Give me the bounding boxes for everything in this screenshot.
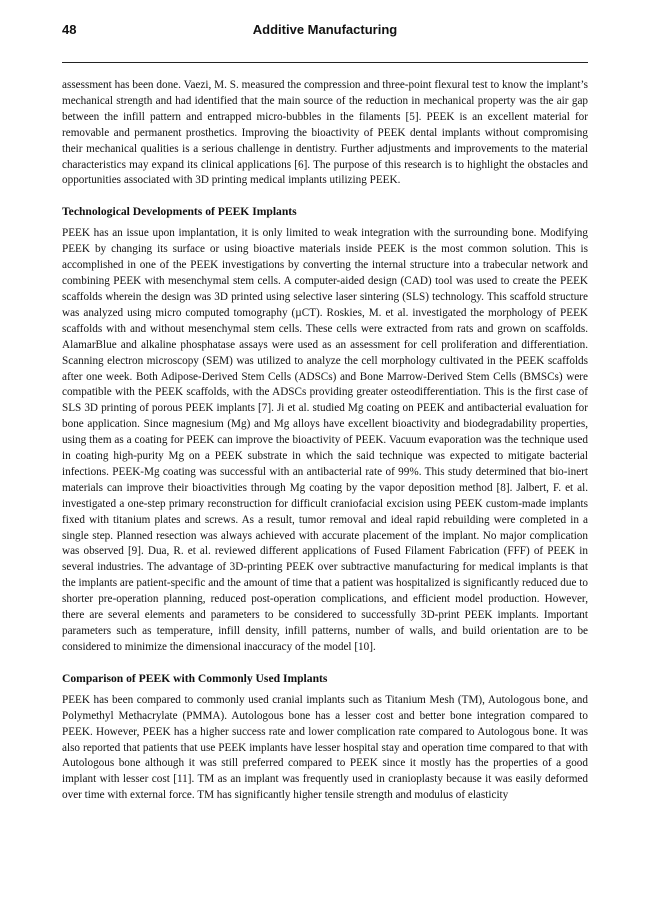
section-heading-technological-developments: Technological Developments of PEEK Implants — [62, 205, 297, 219]
running-title: Additive Manufacturing — [252, 22, 398, 37]
header-rule — [62, 62, 588, 63]
section-paragraph-technological-developments: PEEK has an issue upon implantation, it is only limited to weak integration with the surrounding bone. Modifying PEEK by changing its surface or using bioactive materials inside PEEK is the most common solution. This is accomplished in one of the PEEK investigations by converting the internal structure into a trabecular network and combining PEEK with mesenchymal stem cells. A computer-aided design (CAD) tool was used to create the PEEK scaffolds wherein the design was 3D printed using selective laser sintering (SLS) technology. This scaffold structure was analyzed using micro computed tomography (µCT). Roskies, M. et al. investigated the morphology of PEEK scaffolds with and without mesenchymal stem cells. These cells were extracted from rats and grown on scaffolds. AlamarBlue and alkaline phosphatase assays were used as an assessment for cell proliferation and differentiation. Scanning electron microscopy (SEM) was utilized to analyze the cell morphology cultivated in the PEEK scaffolds after one week. Both Adipose-Derived Stem Cells (ADSCs) and Bone Marrow-Derived Stem Cells (BMSCs) were compatible with the PEEK scaffolds, with the ADSCs providing greater osteodifferentiation. This is the first case of SLS 3D printing of porous PEEK implants [7]. Ji et al. studied Mg coating on PEEK and antibacterial evaluation for bone application. Since magnesium (Mg) and Mg alloys have excellent bioactivity and biodegradability properties, using them as a coating for PEEK can improve the bioactivity of PEEK. Vacuum evaporation was the technique used in coating high-purity Mg on a PEEK substrate in which the said technique was expected to mitigate bacterial infections. PEEK-Mg coating was successful with an antibacterial rate of 99%. This study determined that bio-inert materials can improve their bioactivities through Mg coating by the vapor deposition method [8]. Jalbert, F. et al. investigated a one-step primary reconstruction for difficult craniofacial excision using PEEK custom-made implants fixed with titanium plates and screws. As a result, tumor removal and ideal rapid rebuilding were completed in a single step. Planned resection was always achieved with accurate placement of the implant. No major complication was observed [9]. Dua, R. et al. reviewed different applications of Fused Filament Fabrication (FFF) of PEEK in several industries. The advantage of 3D-printing PEEK over subtractive manufacturing for medical implants is that the implants are patient-specific and the amount of time that a patient was hospitalized is significantly reduced due to shorter pre-operation planning, reduced post-operation complications, and efficient model production. However, there are several elements and parameters to be considered to successfully 3D-print PEEK implants. Important parameters such as temperature, infill density, infill patterns, number of walls, and build orientation are to be considered to minimize the dimensional inaccuracy of the model [10]. — [62, 227, 588, 653]
book-page — [62, 0, 588, 802]
page-body — [62, 78, 588, 804]
section-paragraph-comparison: PEEK has been compared to commonly used cranial implants such as Titanium Mesh (TM), Autologous bone, and Polymethyl Methacrylate (PMMA). Autologous bone has a lesser cost and better bone integration compared to PEEK. However, PEEK has a higher success rate and lower complication rate compared to Autologous bone. It was also reported that patients that use PEEK implants have lesser hospital stay and operation time compared to that with Autologous bone although it was still preferred compared to PEEK since it mostly has the properties of a good implant with lesser cost [11]. TM as an implant was frequently used in cranioplasty because it was easily deformed over time with external force. TM has significantly higher tensile strength and modulus of elasticity — [62, 693, 588, 802]
section-heading-comparison: Comparison of PEEK with Commonly Used Implants — [62, 671, 328, 685]
page-number: 48 — [62, 22, 77, 37]
running-head — [62, 0, 588, 44]
intro-paragraph: assessment has been done. Vaezi, M. S. measured the compression and three-point flexural test to know the implant’s mechanical strength and had identified that the main source of the reduction in mechanical property was the air gap between the infill pattern and entrapped micro-bubbles in the filaments [5]. PEEK is an excellent material for removable and permanent prosthetics. Improving the bioactivity of PEEK dental implants without compromising their mechanical qualities is a serious challenge in dentistry. Further adjustments and improvements to the material characteristics may expand its clinical applications [6]. The purpose of this research is to highlight the obstacles and opportunities associated with 3D printing medical implants utilizing PEEK. — [62, 79, 588, 187]
